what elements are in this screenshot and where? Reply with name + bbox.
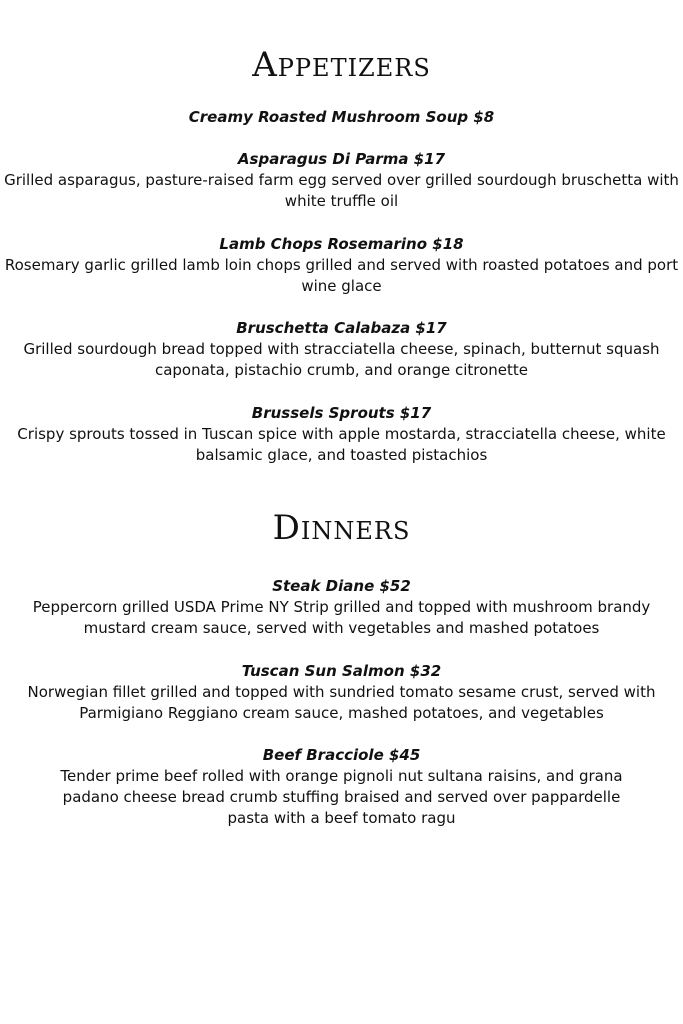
item-name: Asparagus Di Parma $17: [237, 150, 446, 168]
item-name: Tuscan Sun Salmon $32: [241, 662, 442, 680]
menu-item: [0, 745, 683, 829]
item-name: Lamb Chops Rosemarino $18: [219, 235, 464, 253]
menu-item: [0, 403, 683, 466]
menu-item: [0, 576, 683, 639]
item-name: Creamy Roasted Mushroom Soup $8: [188, 108, 495, 126]
menu-item: [0, 661, 683, 724]
menu-item: [0, 107, 683, 128]
menu-item: [0, 149, 683, 212]
item-description: Grilled asparagus, pasture-raised farm egg served over grilled sourdough bruschetta with white truffle oil: [4, 171, 679, 210]
item-description: Crispy sprouts tossed in Tuscan spice with apple mostarda, stracciatella cheese, white balsamic glace, and toasted pistachios: [17, 425, 666, 464]
item-description: Peppercorn grilled USDA Prime NY Strip grilled and topped with mushroom brandy mustard cream sauce, served with vegetables and mashed potatoes: [32, 598, 651, 637]
menu-item: [0, 318, 683, 381]
appetizers-heading: Appetizers: [252, 45, 431, 85]
menu-item: [0, 234, 683, 297]
item-description: Tender prime beef rolled with orange pignoli nut sultana raisins, and grana padano cheese bread crumb stuffing braised and served over pappardelle pasta with a beef tomato ragu: [60, 767, 623, 827]
item-name: Beef Bracciole $45: [262, 746, 421, 764]
dinners-heading: Dinners: [272, 508, 411, 548]
item-name: Steak Diane $52: [272, 577, 411, 595]
item-description: Grilled sourdough bread topped with stracciatella cheese, spinach, butternut squash caponata, pistachio crumb, and orange citronette: [23, 340, 660, 379]
item-name: Bruschetta Calabaza $17: [236, 319, 447, 337]
item-description: Norwegian fillet grilled and topped with sundried tomato sesame crust, served with Parmigiano Reggiano cream sauce, mashed potatoes, and vegetables: [27, 683, 656, 722]
item-description: Rosemary garlic grilled lamb loin chops grilled and served with roasted potatoes and port wine glace: [4, 256, 679, 295]
item-name: Brussels Sprouts $17: [251, 404, 432, 422]
